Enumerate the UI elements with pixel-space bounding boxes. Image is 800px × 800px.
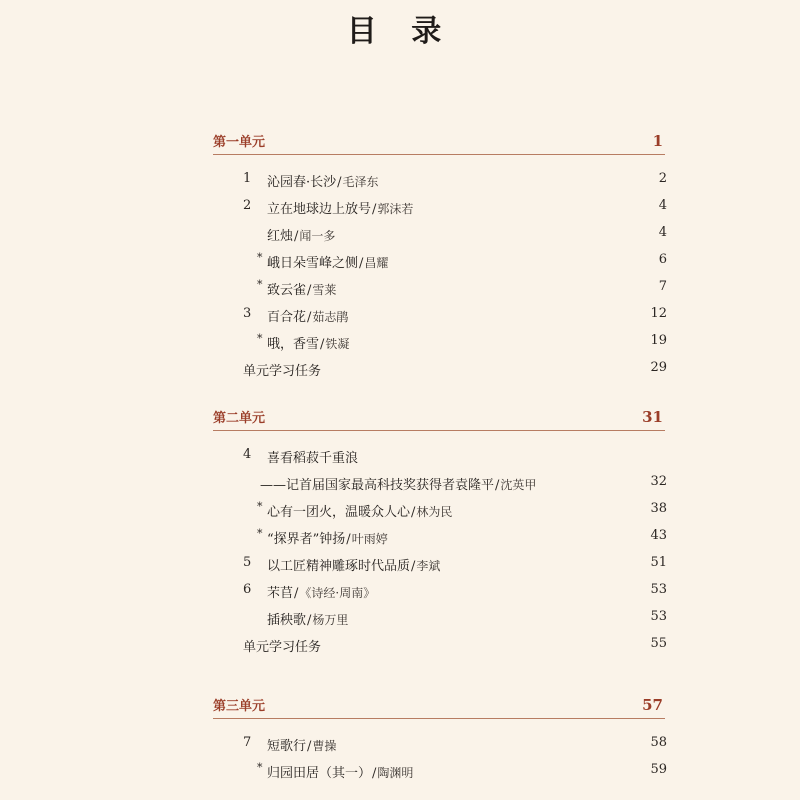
entry-text xyxy=(267,171,379,190)
toc-entry[interactable] xyxy=(0,528,800,548)
entry-text xyxy=(267,333,349,352)
entry-text xyxy=(267,528,388,547)
entry-text xyxy=(267,225,335,244)
unit-page-number: 57 xyxy=(642,696,663,714)
entry-text xyxy=(267,555,440,574)
toc-entry[interactable] xyxy=(0,225,800,245)
separator: / xyxy=(372,202,377,217)
entry-page-number: 32 xyxy=(650,474,667,489)
entry-author: 昌耀 xyxy=(364,256,389,270)
toc-entry[interactable] xyxy=(0,171,800,191)
entry-title: 哦，香雪 xyxy=(267,337,320,352)
separator: / xyxy=(359,256,364,271)
entry-title: 百合花 xyxy=(267,310,307,325)
toc-entry[interactable] xyxy=(0,735,800,755)
entry-author: 铁凝 xyxy=(325,337,350,351)
entry-page-number: 43 xyxy=(650,528,667,543)
required-mark: * xyxy=(257,500,263,513)
entry-title: 插秧歌 xyxy=(267,613,307,628)
unit-title: 第三单元 xyxy=(213,699,266,714)
entry-title: 短歌行 xyxy=(267,739,307,754)
separator: / xyxy=(294,229,299,244)
entry-author: 闻一多 xyxy=(299,229,336,243)
toc-entry[interactable] xyxy=(0,252,800,272)
entry-text xyxy=(267,762,413,781)
required-mark: * xyxy=(257,251,263,264)
entry-text xyxy=(267,198,413,217)
entry-title: ——记首届国家最高科技奖获得者袁隆平 xyxy=(260,478,495,493)
entry-title: 喜看稻菽千重浪 xyxy=(267,451,359,466)
entry-number: 3 xyxy=(243,306,252,321)
entry-page-number: 51 xyxy=(650,555,667,570)
separator: / xyxy=(372,766,377,781)
entry-text xyxy=(267,582,375,601)
toc-entry[interactable] xyxy=(0,555,800,575)
entry-text xyxy=(267,306,348,325)
unit-heading xyxy=(213,130,665,155)
entry-page-number: 53 xyxy=(650,609,667,624)
entry-page-number: 19 xyxy=(650,333,667,348)
entry-text xyxy=(267,735,336,754)
entry-text xyxy=(267,501,452,520)
toc-entry[interactable] xyxy=(0,762,800,782)
entry-text xyxy=(267,252,388,271)
entry-author: 雪莱 xyxy=(312,283,337,297)
entry-page-number: 7 xyxy=(658,279,667,294)
entry-text xyxy=(243,636,321,655)
required-mark: * xyxy=(257,527,263,540)
separator: / xyxy=(346,532,351,547)
toc-entry[interactable] xyxy=(0,279,800,299)
entry-author: 沈英甲 xyxy=(500,478,537,492)
required-mark: * xyxy=(257,278,263,291)
separator: / xyxy=(307,310,312,325)
separator: / xyxy=(495,478,500,493)
entry-page-number: 55 xyxy=(650,636,667,651)
page-title: 目 录 xyxy=(346,14,454,49)
entry-text xyxy=(260,474,536,493)
separator: / xyxy=(411,559,416,574)
toc-entry[interactable] xyxy=(0,582,800,602)
separator: / xyxy=(307,613,312,628)
entry-page-number: 58 xyxy=(650,735,667,750)
entry-number: 6 xyxy=(243,582,252,597)
entry-number: 1 xyxy=(243,171,252,186)
entry-title: 红烛 xyxy=(267,229,294,244)
toc-entry[interactable] xyxy=(0,333,800,353)
entry-title: 峨日朵雪峰之侧 xyxy=(267,256,359,271)
entry-title: 以工匠精神雕琢时代品质 xyxy=(267,559,411,574)
entry-author: 杨万里 xyxy=(312,613,349,627)
separator: / xyxy=(307,283,312,298)
entry-number: 5 xyxy=(243,555,252,570)
entry-author: 毛泽东 xyxy=(342,175,379,189)
toc-entry[interactable] xyxy=(0,198,800,218)
entry-page-number: 12 xyxy=(650,306,667,321)
entry-text xyxy=(267,609,348,628)
entry-page-number: 6 xyxy=(658,252,667,267)
entry-page-number: 4 xyxy=(658,225,667,240)
entry-title: “探界者”钟扬 xyxy=(267,532,346,547)
required-mark: * xyxy=(257,761,263,774)
unit-title: 第一单元 xyxy=(213,135,266,150)
unit-heading xyxy=(213,694,665,719)
unit-page-number: 1 xyxy=(652,132,663,150)
entry-author: 林为民 xyxy=(416,505,453,519)
entry-page-number: 38 xyxy=(650,501,667,516)
toc-entry[interactable] xyxy=(0,474,800,494)
entry-title: 单元学习任务 xyxy=(243,640,322,655)
entry-title: 单元学习任务 xyxy=(243,364,322,379)
separator: / xyxy=(320,337,325,352)
entry-title: 芣苢 xyxy=(267,586,294,601)
entry-page-number: 2 xyxy=(658,171,667,186)
entry-author: 叶雨婷 xyxy=(351,532,388,546)
separator: / xyxy=(307,739,312,754)
entry-number: 4 xyxy=(243,447,252,462)
entry-text xyxy=(267,279,336,298)
entry-author: 李斌 xyxy=(416,559,441,573)
entry-title: 立在地球边上放号 xyxy=(267,202,372,217)
entry-title: 致云雀 xyxy=(267,283,307,298)
entry-title: 心有一团火，温暖众人心 xyxy=(267,505,411,520)
separator: / xyxy=(337,175,342,190)
entry-number: 7 xyxy=(243,735,252,750)
separator: / xyxy=(411,505,416,520)
unit-title: 第二单元 xyxy=(213,411,266,426)
required-mark: * xyxy=(257,332,263,345)
entry-page-number: 59 xyxy=(650,762,667,777)
entry-author: 郭沫若 xyxy=(377,202,414,216)
unit-page-number: 31 xyxy=(642,408,663,426)
separator: / xyxy=(294,586,299,601)
entry-author: 茹志鹃 xyxy=(312,310,349,324)
toc-entry[interactable] xyxy=(0,501,800,521)
entry-author: 陶渊明 xyxy=(377,766,414,780)
entry-number: 2 xyxy=(243,198,252,213)
toc-entry[interactable] xyxy=(0,609,800,629)
unit-heading xyxy=(213,406,665,431)
entry-title: 沁园春·长沙 xyxy=(267,175,337,190)
toc-entry[interactable] xyxy=(0,447,800,467)
entry-author: 《诗经·周南》 xyxy=(299,586,376,600)
entry-text xyxy=(267,447,358,466)
entry-author: 曹操 xyxy=(312,739,337,753)
toc-entry[interactable] xyxy=(0,636,800,656)
toc-entry[interactable] xyxy=(0,306,800,326)
entry-page-number: 29 xyxy=(650,360,667,375)
entry-page-number: 53 xyxy=(650,582,667,597)
entry-text xyxy=(243,360,321,379)
entry-page-number: 4 xyxy=(658,198,667,213)
entry-title: 归园田居（其一） xyxy=(267,766,372,781)
toc-entry[interactable] xyxy=(0,360,800,380)
